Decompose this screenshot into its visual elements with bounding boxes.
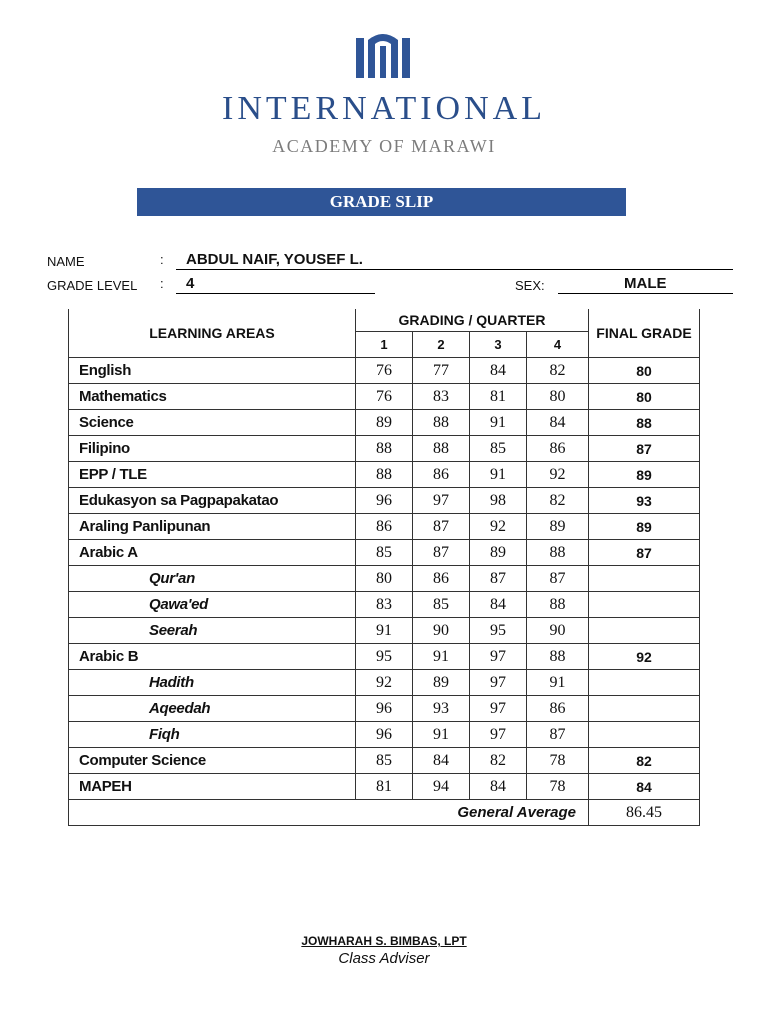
final-grade (589, 592, 700, 618)
quarter-3-grade: 95 (470, 618, 527, 644)
quarter-2-grade: 83 (413, 384, 470, 410)
table-row (69, 696, 700, 722)
quarter-1-grade: 80 (356, 566, 413, 592)
sub-subject-name: Aqeedah (69, 696, 356, 722)
quarter-3-grade: 84 (470, 774, 527, 800)
quarter-4-grade: 89 (527, 514, 589, 540)
final-grade: 89 (589, 462, 700, 488)
final-grade (589, 696, 700, 722)
subject-name: Araling Panlipunan (69, 514, 356, 540)
school-name: INTERNATIONAL (222, 90, 546, 127)
table-row (69, 488, 700, 514)
header-quarter-3: 3 (470, 332, 527, 358)
sub-subject-name: Qawa'ed (69, 592, 356, 618)
quarter-3-grade: 84 (470, 358, 527, 384)
table-row (69, 410, 700, 436)
header-quarter-1: 1 (356, 332, 413, 358)
table-row (69, 774, 700, 800)
table-row (69, 462, 700, 488)
subject-name: MAPEH (69, 774, 356, 800)
header-quarter-4: 4 (527, 332, 589, 358)
quarter-2-grade: 91 (413, 644, 470, 670)
quarter-1-grade: 85 (356, 540, 413, 566)
quarter-4-grade: 92 (527, 462, 589, 488)
final-grade (589, 722, 700, 748)
quarter-1-grade: 76 (356, 384, 413, 410)
quarter-2-grade: 89 (413, 670, 470, 696)
school-logo-icon (356, 30, 410, 80)
quarter-4-grade: 88 (527, 644, 589, 670)
quarter-4-grade: 90 (527, 618, 589, 644)
quarter-3-grade: 81 (470, 384, 527, 410)
table-row (69, 384, 700, 410)
quarter-1-grade: 96 (356, 696, 413, 722)
quarter-1-grade: 83 (356, 592, 413, 618)
quarter-4-grade: 88 (527, 592, 589, 618)
quarter-1-grade: 89 (356, 410, 413, 436)
subject-name: EPP / TLE (69, 462, 356, 488)
quarter-4-grade: 86 (527, 436, 589, 462)
quarter-1-grade: 92 (356, 670, 413, 696)
header-quarter-2: 2 (413, 332, 470, 358)
quarter-4-grade: 80 (527, 384, 589, 410)
quarter-3-grade: 98 (470, 488, 527, 514)
final-grade: 87 (589, 436, 700, 462)
table-row (69, 514, 700, 540)
quarter-3-grade: 91 (470, 410, 527, 436)
table-row (69, 566, 700, 592)
sub-subject-name: Hadith (69, 670, 356, 696)
quarter-2-grade: 88 (413, 436, 470, 462)
final-grade: 82 (589, 748, 700, 774)
general-average-value: 86.45 (589, 800, 700, 826)
final-grade: 93 (589, 488, 700, 514)
sub-subject-name: Qur'an (69, 566, 356, 592)
quarter-3-grade: 97 (470, 670, 527, 696)
table-row (69, 592, 700, 618)
final-grade: 88 (589, 410, 700, 436)
quarter-2-grade: 87 (413, 514, 470, 540)
quarter-4-grade: 78 (527, 774, 589, 800)
general-average-label: General Average (69, 800, 589, 826)
quarter-3-grade: 82 (470, 748, 527, 774)
subject-name: Arabic B (69, 644, 356, 670)
quarter-3-grade: 85 (470, 436, 527, 462)
quarter-3-grade: 89 (470, 540, 527, 566)
table-row (69, 670, 700, 696)
subject-name: Filipino (69, 436, 356, 462)
grade-level-value: 4 (186, 275, 195, 292)
quarter-3-grade: 97 (470, 722, 527, 748)
grade-level-underline (176, 293, 375, 294)
student-name: ABDUL NAIF, YOUSEF L. (186, 251, 363, 268)
header-grading-quarter: GRADING / QUARTER (356, 309, 589, 332)
sex-value: MALE (624, 275, 667, 292)
adviser-name: JOWHARAH S. BIMBAS, LPT (301, 934, 467, 948)
quarter-3-grade: 91 (470, 462, 527, 488)
quarter-2-grade: 86 (413, 566, 470, 592)
table-row (69, 436, 700, 462)
quarter-4-grade: 84 (527, 410, 589, 436)
quarter-2-grade: 84 (413, 748, 470, 774)
quarter-1-grade: 76 (356, 358, 413, 384)
adviser-title: Class Adviser (338, 950, 430, 967)
quarter-4-grade: 87 (527, 566, 589, 592)
subject-name: Mathematics (69, 384, 356, 410)
quarter-4-grade: 86 (527, 696, 589, 722)
final-grade: 92 (589, 644, 700, 670)
quarter-4-grade: 82 (527, 488, 589, 514)
quarter-1-grade: 85 (356, 748, 413, 774)
quarter-3-grade: 87 (470, 566, 527, 592)
quarter-1-grade: 96 (356, 488, 413, 514)
quarter-4-grade: 88 (527, 540, 589, 566)
subject-name: English (69, 358, 356, 384)
quarter-4-grade: 91 (527, 670, 589, 696)
quarter-1-grade: 81 (356, 774, 413, 800)
final-grade: 87 (589, 540, 700, 566)
grade-level-colon: : (160, 276, 164, 291)
quarter-2-grade: 93 (413, 696, 470, 722)
name-label: NAME (47, 254, 85, 269)
table-row (69, 358, 700, 384)
subject-name: Computer Science (69, 748, 356, 774)
quarter-2-grade: 77 (413, 358, 470, 384)
quarter-3-grade: 92 (470, 514, 527, 540)
quarter-2-grade: 91 (413, 722, 470, 748)
quarter-2-grade: 88 (413, 410, 470, 436)
subject-name: Arabic A (69, 540, 356, 566)
table-row (69, 540, 700, 566)
quarter-1-grade: 86 (356, 514, 413, 540)
table-row (69, 618, 700, 644)
sex-label: SEX: (515, 278, 545, 293)
name-underline (176, 269, 733, 270)
quarter-2-grade: 87 (413, 540, 470, 566)
subject-name: Science (69, 410, 356, 436)
name-colon: : (160, 252, 164, 267)
table-row (69, 722, 700, 748)
final-grade: 80 (589, 384, 700, 410)
quarter-2-grade: 97 (413, 488, 470, 514)
final-grade (589, 566, 700, 592)
quarter-2-grade: 85 (413, 592, 470, 618)
quarter-3-grade: 97 (470, 696, 527, 722)
table-row (69, 748, 700, 774)
quarter-1-grade: 96 (356, 722, 413, 748)
quarter-1-grade: 95 (356, 644, 413, 670)
quarter-4-grade: 82 (527, 358, 589, 384)
sex-underline (558, 293, 733, 294)
school-subname: ACADEMY OF MARAWI (272, 136, 496, 156)
quarter-2-grade: 94 (413, 774, 470, 800)
grades-table (68, 309, 700, 826)
general-average-row (69, 800, 700, 826)
header-learning-areas: LEARNING AREAS (69, 309, 356, 358)
quarter-4-grade: 78 (527, 748, 589, 774)
quarter-2-grade: 90 (413, 618, 470, 644)
quarter-2-grade: 86 (413, 462, 470, 488)
final-grade: 80 (589, 358, 700, 384)
page-title: GRADE SLIP (137, 188, 626, 216)
header-final-grade: FINAL GRADE (589, 309, 700, 358)
quarter-3-grade: 97 (470, 644, 527, 670)
quarter-3-grade: 84 (470, 592, 527, 618)
quarter-4-grade: 87 (527, 722, 589, 748)
final-grade (589, 618, 700, 644)
quarter-1-grade: 88 (356, 462, 413, 488)
table-row (69, 644, 700, 670)
sub-subject-name: Seerah (69, 618, 356, 644)
final-grade: 84 (589, 774, 700, 800)
quarter-1-grade: 91 (356, 618, 413, 644)
quarter-1-grade: 88 (356, 436, 413, 462)
subject-name: Edukasyon sa Pagpapakatao (69, 488, 356, 514)
final-grade (589, 670, 700, 696)
grade-level-label: GRADE LEVEL (47, 278, 138, 293)
sub-subject-name: Fiqh (69, 722, 356, 748)
final-grade: 89 (589, 514, 700, 540)
